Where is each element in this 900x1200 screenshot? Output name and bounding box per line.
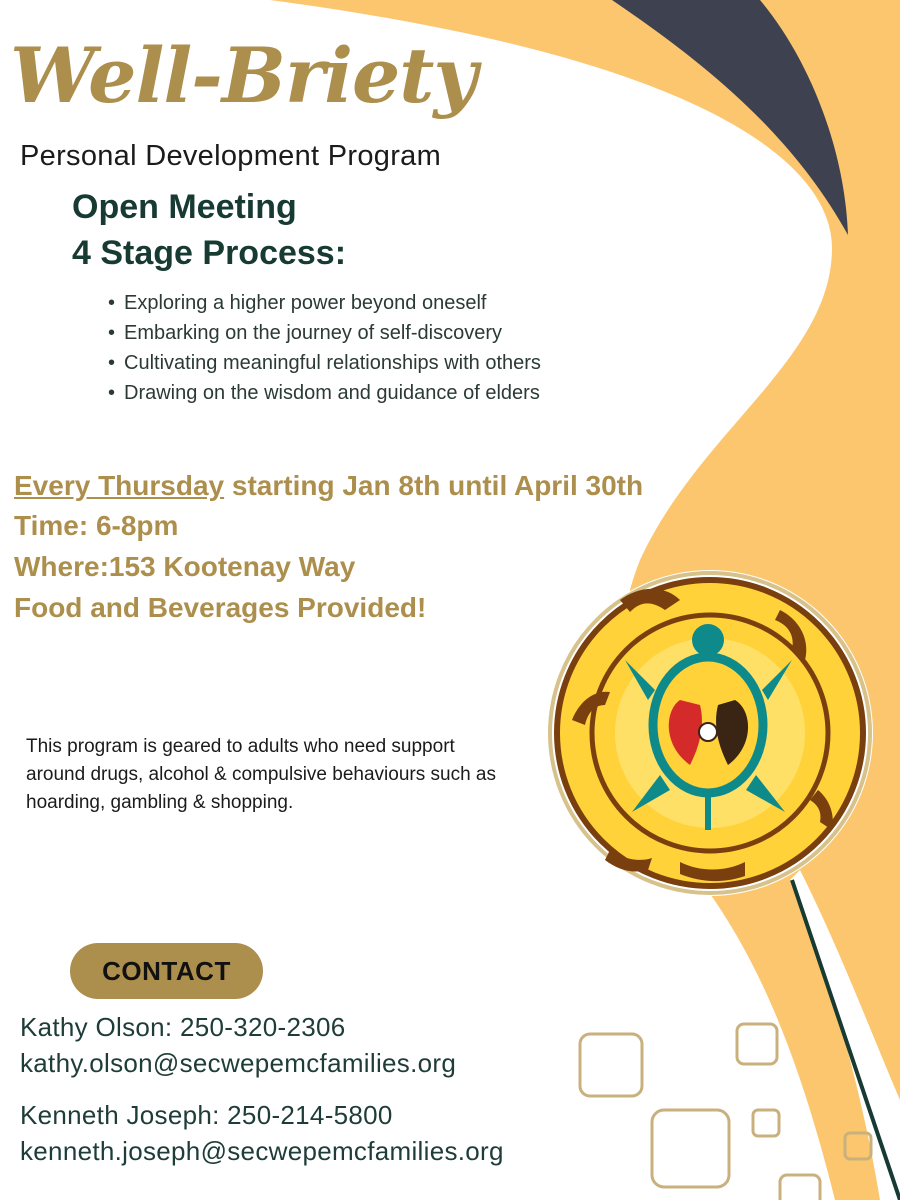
deco-square [753,1110,779,1136]
list-item: • Exploring a higher power beyond oneself [108,288,541,318]
deco-square [580,1034,642,1096]
list-item: • Embarking on the journey of self-discovery [108,318,541,348]
deco-square [652,1110,729,1187]
schedule-day: Every Thursday [14,470,225,501]
contact-phone-kenneth: Kenneth Joseph: 250-214-5800 [20,1100,393,1130]
schedule-range: starting Jan 8th until April 30th [224,470,644,501]
deco-square [780,1175,820,1200]
list-item: • Drawing on the wisdom and guidance of elders [108,378,541,408]
program-subtitle: Personal Development Program [20,140,442,172]
program-description: This program is geared to adults who need support around drugs, alcohol & compulsive behaviours such as hoarding, gambling & shopping. [26,736,496,813]
list-item: • Cultivating meaningful relationships with others [108,348,541,378]
schedule-location: Where:153 Kootenay Way [14,551,356,582]
turtle-medallion-icon [547,570,873,896]
stage-process-heading: 4 Stage Process: [72,234,347,272]
contact-phone-kathy: Kathy Olson: 250-320-2306 [20,1012,346,1042]
contact-badge: CONTACT [70,943,263,999]
stage-list [108,288,541,408]
food-note: Food and Beverages Provided! [14,592,427,623]
program-title: Well-Briety [10,31,477,120]
open-meeting-heading: Open Meeting [72,188,297,226]
contact-email-kathy[interactable]: kathy.olson@secwepemcfamilies.org [20,1048,457,1078]
schedule-time: Time: 6-8pm [14,510,179,541]
schedule-dates [14,472,643,500]
deco-square [737,1024,777,1064]
contact-email-kenneth[interactable]: kenneth.joseph@secwepemcfamilies.org [20,1136,504,1166]
